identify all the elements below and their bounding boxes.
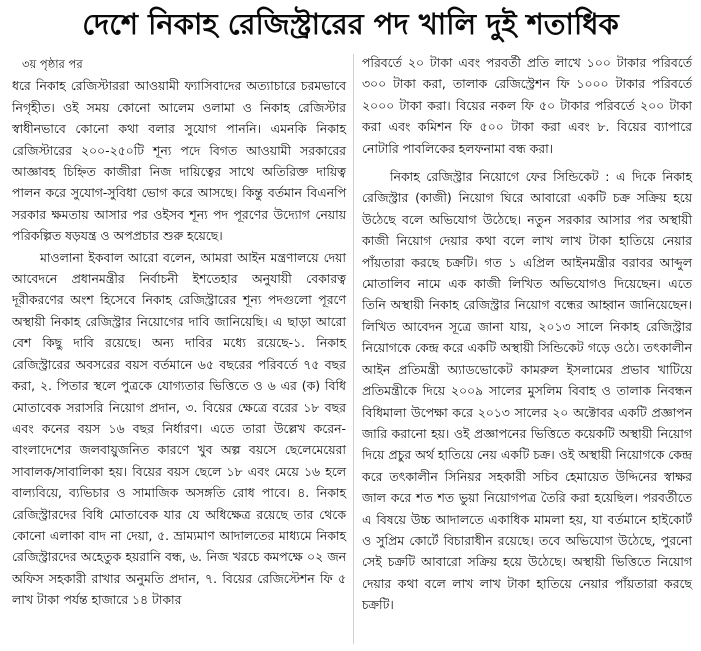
right-column bbox=[362, 52, 692, 616]
article-headline: দেশে নিকাহ রেজিস্ট্রারের পদ খালি দুই শতাধিক bbox=[82, 7, 619, 41]
paragraph: ধরে নিকাহ রেজিস্টাররা আওয়ামী ফ্যাসিবাদের অত্যাচারে চরমভাবে নিগৃহীত। ওই সময় কোনো আলেম ওলামা ও নিকাহ রেজিস্টার স্বাধীনভাবে কোনো কথা বলার সুযোগ পাননি। এমনকি নিকাহ রেজিস্টারের ২০০-২৫০টি শূন্য পদে বিগত আওয়ামী সরকারের আজ্ঞাবহ চিহ্নিত কাজীরা নিজ দায়িত্বের সাথে অতিরিক্ত দায়িত্ব পালন করে সুযোগ-সুবিধা ভোগ করে আসছে। কিন্তু বর্তমান বিএনপি সরকার ক্ষমতায় আসার পর ওইসব শূন্য পদ পূরণের উদ্যোগ নেয়ায় পরিকল্পিত ষড়যন্ত্র ও অপপ্রচার শুরু হয়েছে। bbox=[12, 78, 346, 244]
paragraph: মাওলানা ইকবাল আরো বলেন, আমরা আইন মন্ত্রণালয়ে দেয়া আবেদনে প্রধানমন্ত্রীর নির্বাচনী ইশতেহার অনুযায়ী বেকারত্ব দূরীকরণের অংশ হিসেবে নিকাহ রেজিস্ট্রারের শূন্য পদগুলো পূরণে অস্থায়ী নিকাহ রেজিস্ট্রার নিয়োগের দাবি জানিয়েছি। এ ছাড়া আরো বেশ কিছু দাবি রয়েছে। অন্য দাবির মধ্যে রয়েছে-১. নিকাহ রেজিস্ট্রারের অবসরের বয়স বর্তমানে ৬৫ বছরের পরিবর্তে ৭৫ বছর করা, ২. পিতার স্থলে পুত্রকে যোগ্যতার ভিত্তিতে ও ৬ এর (ক) বিধি মোতাবেক সরাসরি নিয়োগ প্রদান, ৩. বিয়ের ক্ষেত্রে বরের ১৮ বছর এবং কনের বয়স ১৬ বছর নির্ধারণ। এতে তারা উল্লেখ করেন- বাংলাদেশের জলবায়ুজনিত কারণে খুব অল্প বয়সে ছেলেমেয়েরা সাবালক/সাবালিকা হয়। বিয়ের বয়স ছেলে ১৮ এবং মেয়ে ১৬ হলে বাল্যবিয়ে, ব্যভিচার ও সামাজিক অসঙ্গতি রোধ পাবে। ৪. নিকাহ রেজিস্ট্রারদের বিধি মোতাবেক যার যে অধিক্ষেত্র রয়েছে তার থেকে কোনো এলাকা বাদ না দেয়া, ৫. ভ্রাম্যমাণ আদালতের মাধ্যমে নিকাহ রেজিস্ট্রারদের অহেতুক হয়রানি বন্ধ, ৬. নিজ খরচে কমপক্ষে ০২ জন অফিস সহকারী রাখার অনুমতি প্রদান, ৭. বিয়ের রেজিস্টেশন ফি ৫ লাখ টাকা পর্যন্ত হাজারে ১৪ টাকার bbox=[12, 249, 346, 608]
paragraph: নিকাহ রেজিস্ট্রার নিয়োগে ফের সিন্ডিকেট : এ দিকে নিকাহ রেজিস্ট্রার (কাজী) নিয়োগ ঘিরে আবারো একটি চক্র সক্রিয় হয়ে উঠেছে বলে অভিযোগ উঠেছে। নতুন সরকার আসার পর অস্থায়ী কাজী নিয়োগ দেয়ার কথা বলে লাখ লাখ টাকা হাতিয়ে নেয়ার পাঁয়তারা করছে চক্রটি। গত ১ এপ্রিল আইনমন্ত্রীর বরাবর আব্দুল মোতালিব নামে এক কাজী লিখিত অভিযোগও দিয়েছেন। এতে তিনি অস্থায়ী নিকাহ রেজিস্ট্রার নিয়োগ বন্ধের আহ্বান জানিয়েছেন। লিখিত আবেদন সূত্রে জানা যায়, ২০১৩ সালে নিকাহ রেজিস্ট্রার নিয়োগকে কেন্দ্র করে একটি অস্থায়ী সিন্ডিকেট গড়ে ওঠে। তৎকালীন আইন প্রতিমন্ত্রী অ্যাডভোকেট কামরুল ইসলামের প্রভাব খাটিয়ে প্রতিমন্ত্রীকে দিয়ে ২০০৯ সালের মুসলিম বিবাহ ও তালাক নিবন্ধন বিধিমালা উপেক্ষা করে ২০১৩ সালের ২০ অক্টোবর একটি প্রজ্ঞাপন জারি করানো হয়। ওই প্রজ্ঞাপনের ভিত্তিতে কয়েকটি অস্থায়ী নিয়োগ দিয়ে প্রচুর অর্থ হাতিয়ে নেয় একটি চক্র। ওই অস্থায়ী নিয়োগকে কেন্দ্র করে তৎকালীন সিনিয়র সহকারী সচিব হেমায়েত উদ্দিনের স্বাক্ষর জাল করে শত শত ভুয়া নিয়োগপত্র তৈরি করা হয়েছিল। পরবর্তীতে এ বিষয়ে উচ্চ আদালতে একাধিক মামলা হয়, যা বর্তমানে হাইকোর্ট ও সুপ্রিম কোর্টে বিচারাধীন রয়েছে। তবে অভিযোগ উঠেছে, পুরনো সেই চক্রটি আবারো সক্রিয় হয়ে উঠেছে। অস্থায়ী ভিত্তিতে নিয়োগ দেয়ার কথা বলে লাখ লাখ টাকা হাতিয়ে নেয়ার পাঁয়তারা করছে চক্রটি। bbox=[362, 169, 692, 613]
left-column bbox=[12, 54, 346, 611]
column-divider bbox=[353, 54, 354, 644]
continuation-label: ৩য় পৃষ্ঠার পর bbox=[22, 57, 83, 71]
paragraph: পরিবর্তে ২০ টাকা এবং পরবর্তী প্রতি লাখে ১০০ টাকার পরিবর্তে ৩০০ টাকা করা, তালাক রেজিস্ট্রেশন ফি ১০০০ টাকার পরিবর্তে ২০০০ টাকা করা। বিয়ের নকল ফি ৫০ টাকার পরিবর্তে ২০০ টাকা করা এবং কমিশন ফি ৫০০ টাকা করা এবং ৮. বিয়ের ব্যাপারে নোটারি পাবলিকের হলফনামা বন্ধ করা। bbox=[362, 55, 692, 156]
